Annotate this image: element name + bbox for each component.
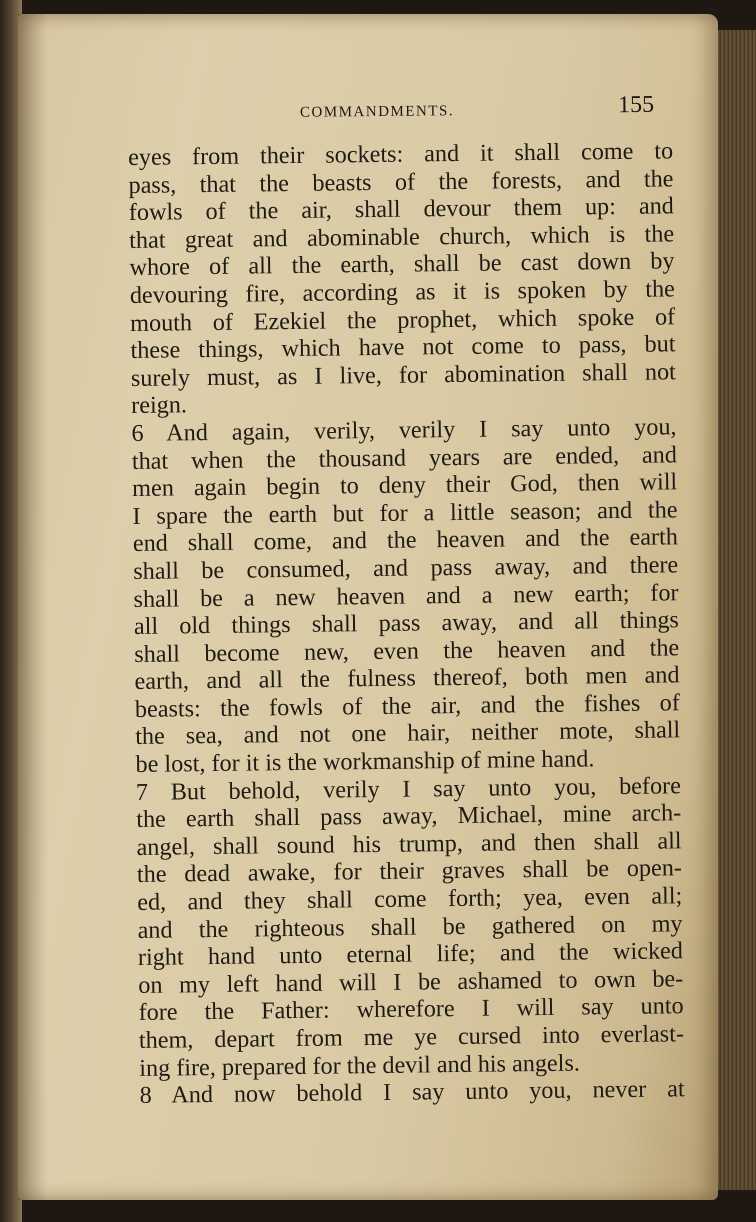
page-number: 155 — [617, 91, 655, 119]
text-line: men again begin to deny their God, then will — [132, 468, 678, 503]
text-line: I spare the earth but for a little season; and the — [132, 496, 678, 530]
text-line: all old things shall pass away, and all things — [133, 606, 680, 641]
verse-7-line: 7 But behold, verily I say unto you, before — [135, 771, 682, 806]
text-line: whore of all the earth, shall be cast down by — [129, 247, 675, 282]
body-text — [128, 137, 685, 1109]
text-line: that when the thousand years are ended, and — [131, 440, 677, 475]
text-line: end shall come, and the heaven and the earth — [132, 523, 679, 558]
text-line: shall be a new heaven and a new earth; for — [133, 578, 679, 613]
text-line: ed, and they shall come forth; yea, even all; — [137, 882, 683, 916]
text-line: devouring fire, according as it is spoken by the — [129, 275, 675, 309]
text-line: the earth shall pass away, Michael, mine arch- — [136, 799, 682, 834]
text-line: fore the Father: wherefore I will say unto — [138, 992, 684, 1027]
verse-6-line: 6 And again, verily, verily I say unto you, — [131, 413, 677, 447]
text-line: eyes from their sockets: and it shall come to — [128, 137, 674, 171]
text-line: ing fire, prepared for the devil and his angels. — [139, 1049, 581, 1082]
text-line: fowls of the air, shall devour them up: and — [128, 192, 674, 227]
text-line: be lost, for it is the workmanship of mine hand. — [135, 745, 595, 779]
text-line: mouth of Ezekiel the prophet, which spoke of — [130, 302, 676, 337]
text-line: the sea, and not one hair, neither mote, shall — [135, 716, 681, 751]
text-line: them, depart from me ye cursed into everlast- — [138, 1020, 685, 1054]
text-line: surely must, as I live, for abomination shall not — [130, 358, 676, 392]
running-head: COMMANDMENTS. — [299, 103, 455, 121]
verse-8-line: 8 And now behold I say unto you, never at — [139, 1075, 685, 1110]
text-line: these things, which have not come to pass, but — [130, 330, 676, 365]
text-line: earth, and all the fulness thereof, both men and — [134, 661, 680, 696]
text-line: beasts: the fowls of the air, and the fishes of — [134, 689, 681, 723]
text-line: shall be consumed, and pass away, and there — [133, 551, 679, 585]
page-stack-edge — [712, 30, 756, 1190]
text-line: pass, that the beasts of the forests, and the — [128, 164, 674, 199]
text-line: the dead awake, for their graves shall be open- — [136, 854, 683, 889]
gutter-shadow — [18, 14, 48, 1200]
text-line: and the righteous shall be gathered on my — [137, 909, 683, 944]
text-line: that great and abominable church, which is the — [129, 220, 675, 254]
text-line: right hand unto eternal life; and the wicked — [137, 937, 684, 972]
text-line: shall become new, even the heaven and the — [134, 633, 680, 668]
text-line: angel, shall sound his trump, and then shall all — [136, 827, 682, 861]
text-line: reign. — [131, 391, 188, 420]
text-line: on my left hand will I be ashamed to own be- — [138, 965, 684, 999]
